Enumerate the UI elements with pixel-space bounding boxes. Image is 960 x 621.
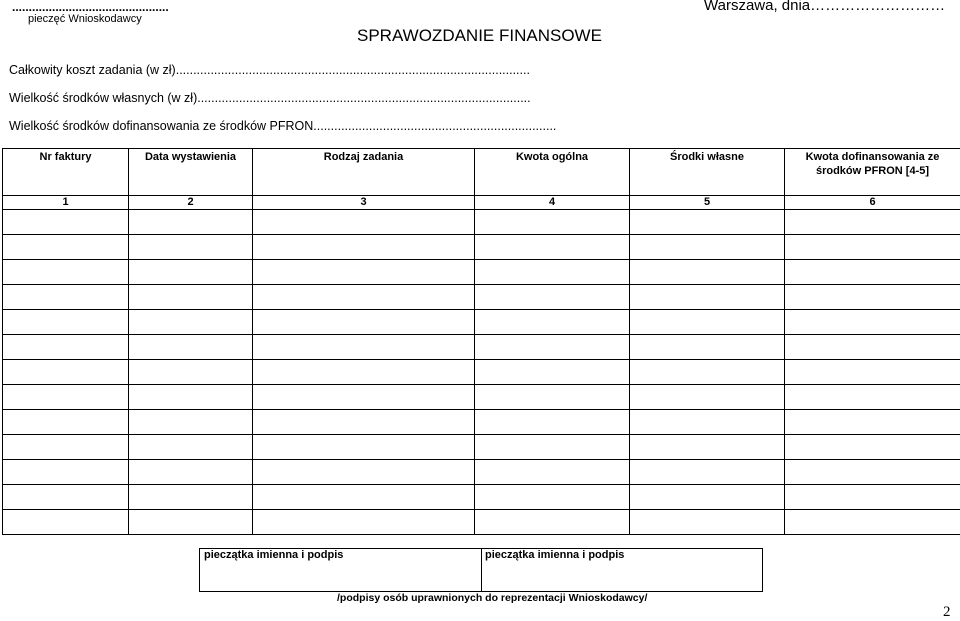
- table-cell[interactable]: [785, 435, 960, 460]
- table-cell[interactable]: [785, 335, 960, 360]
- table-cell[interactable]: [129, 385, 253, 410]
- table-cell[interactable]: [3, 385, 129, 410]
- table-cell[interactable]: [630, 335, 785, 360]
- table-cell[interactable]: [475, 360, 630, 385]
- table-cell[interactable]: [3, 235, 129, 260]
- table-row: [3, 235, 960, 260]
- table-cell[interactable]: [630, 260, 785, 285]
- table-cell[interactable]: [475, 285, 630, 310]
- table-row: [3, 285, 960, 310]
- table-cell[interactable]: [785, 310, 960, 335]
- table-cell[interactable]: [253, 260, 475, 285]
- column-number-row: [3, 196, 960, 210]
- invoice-table: [2, 148, 960, 535]
- table-cell[interactable]: [630, 385, 785, 410]
- header-own-funds: Środki własne: [630, 149, 785, 196]
- table-cell[interactable]: [253, 385, 475, 410]
- table-cell[interactable]: [475, 410, 630, 435]
- signature-label-1: pieczątka imienna i podpis: [204, 549, 343, 561]
- table-row: [3, 435, 960, 460]
- table-row: [3, 335, 960, 360]
- table-cell[interactable]: [785, 235, 960, 260]
- table-cell[interactable]: [630, 485, 785, 510]
- table-cell[interactable]: [129, 260, 253, 285]
- table-cell[interactable]: [253, 235, 475, 260]
- table-cell[interactable]: [253, 335, 475, 360]
- table-cell[interactable]: [630, 435, 785, 460]
- header-total-amount: Kwota ogólna: [475, 149, 630, 196]
- header-pfron-amount: Kwota dofinansowania ze środków PFRON [4-5]: [785, 149, 960, 196]
- table-cell[interactable]: [3, 410, 129, 435]
- table-cell[interactable]: [785, 485, 960, 510]
- table-cell[interactable]: [253, 435, 475, 460]
- table-cell[interactable]: [129, 285, 253, 310]
- column-number: 6: [785, 196, 960, 210]
- table-cell[interactable]: [785, 260, 960, 285]
- table-cell[interactable]: [475, 235, 630, 260]
- stamp-label: pieczęć Wnioskodawcy: [28, 13, 142, 25]
- table-cell[interactable]: [785, 410, 960, 435]
- table-cell[interactable]: [630, 460, 785, 485]
- column-number: 4: [475, 196, 630, 210]
- table-cell[interactable]: [630, 210, 785, 235]
- table-cell[interactable]: [3, 460, 129, 485]
- signature-box: [199, 548, 763, 592]
- table-row: [3, 260, 960, 285]
- table-cell[interactable]: [3, 210, 129, 235]
- table-cell[interactable]: [129, 435, 253, 460]
- table-cell[interactable]: [129, 310, 253, 335]
- pfron-funding-field[interactable]: Wielkość środków dofinansowania ze środków PFRON......................................................................: [9, 119, 556, 133]
- table-cell[interactable]: [253, 460, 475, 485]
- table-cell[interactable]: [129, 510, 253, 535]
- page-number: 2: [943, 604, 951, 621]
- table-cell[interactable]: [253, 310, 475, 335]
- own-funds-field[interactable]: Wielkość środków własnych (w zł)................................................................................................: [9, 91, 531, 105]
- table-cell[interactable]: [475, 485, 630, 510]
- table-cell[interactable]: [630, 285, 785, 310]
- table-cell[interactable]: [475, 460, 630, 485]
- column-number: 5: [630, 196, 785, 210]
- table-cell[interactable]: [129, 485, 253, 510]
- table-cell[interactable]: [3, 310, 129, 335]
- table-row: [3, 360, 960, 385]
- column-number: 3: [253, 196, 475, 210]
- header-invoice-number: Nr faktury: [3, 149, 129, 196]
- table-cell[interactable]: [3, 435, 129, 460]
- table-cell[interactable]: [475, 335, 630, 360]
- table-cell[interactable]: [3, 360, 129, 385]
- table-cell[interactable]: [253, 210, 475, 235]
- table-cell[interactable]: [630, 410, 785, 435]
- table-cell[interactable]: [253, 360, 475, 385]
- table-cell[interactable]: [475, 310, 630, 335]
- table-cell[interactable]: [253, 410, 475, 435]
- table-cell[interactable]: [785, 460, 960, 485]
- table-cell[interactable]: [475, 385, 630, 410]
- table-row: [3, 210, 960, 235]
- table-row: [3, 310, 960, 335]
- table-cell[interactable]: [3, 485, 129, 510]
- table-cell[interactable]: [3, 335, 129, 360]
- table-row: [3, 510, 960, 535]
- table-cell[interactable]: [129, 460, 253, 485]
- table-row: [3, 485, 960, 510]
- table-cell[interactable]: [129, 335, 253, 360]
- document-title: SPRAWOZDANIE FINANSOWE: [357, 26, 602, 46]
- city-date-field[interactable]: Warszawa, dnia………………………: [704, 0, 945, 14]
- table-cell[interactable]: [630, 235, 785, 260]
- table-cell[interactable]: [253, 510, 475, 535]
- table-cell[interactable]: [785, 385, 960, 410]
- table-cell[interactable]: [3, 285, 129, 310]
- table-cell[interactable]: [3, 510, 129, 535]
- table-cell[interactable]: [630, 360, 785, 385]
- table-cell[interactable]: [785, 360, 960, 385]
- signature-divider: [481, 549, 482, 591]
- column-number: 2: [129, 196, 253, 210]
- table-cell[interactable]: [129, 410, 253, 435]
- table-cell[interactable]: [785, 510, 960, 535]
- table-cell[interactable]: [3, 260, 129, 285]
- column-number: 1: [3, 196, 129, 210]
- table-cell[interactable]: [785, 285, 960, 310]
- table-header-row: [3, 149, 960, 196]
- stamp-dots-line: ...............................................: [12, 0, 169, 14]
- table-cell[interactable]: [253, 485, 475, 510]
- table-cell[interactable]: [785, 210, 960, 235]
- table-cell[interactable]: [630, 510, 785, 535]
- table-row: [3, 385, 960, 410]
- header-task-type: Rodzaj zadania: [253, 149, 475, 196]
- table-row: [3, 410, 960, 435]
- table-cell[interactable]: [475, 260, 630, 285]
- table-cell[interactable]: [129, 360, 253, 385]
- table-cell[interactable]: [630, 310, 785, 335]
- header-issue-date: Data wystawienia: [129, 149, 253, 196]
- signature-label-2: pieczątka imienna i podpis: [485, 549, 624, 561]
- table-row: [3, 460, 960, 485]
- table-cell[interactable]: [475, 210, 630, 235]
- table-cell[interactable]: [475, 435, 630, 460]
- table-cell[interactable]: [475, 510, 630, 535]
- table-cell[interactable]: [253, 285, 475, 310]
- signatures-note: /podpisy osób uprawnionych do reprezentacji Wnioskodawcy/: [337, 592, 647, 604]
- total-cost-field[interactable]: Całkowity koszt zadania (w zł)......................................................................................................: [9, 63, 530, 77]
- table-cell[interactable]: [129, 210, 253, 235]
- table-cell[interactable]: [129, 235, 253, 260]
